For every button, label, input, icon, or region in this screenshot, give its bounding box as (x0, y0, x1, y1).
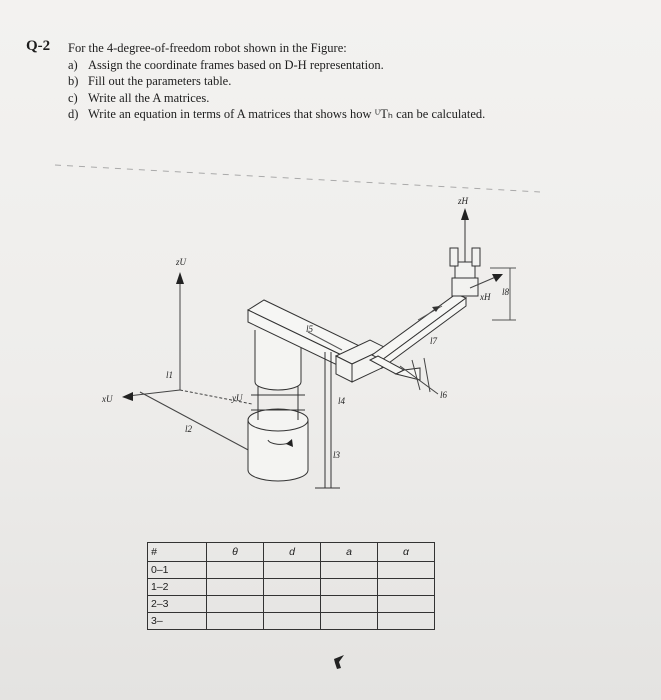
question-item-d: d) Write an equation in terms of A matrices that shows how ᵁTₕ can be calculated. (68, 106, 486, 121)
table-header-theta: θ (207, 543, 264, 562)
label-l8: l8 (502, 287, 510, 297)
table-row (148, 596, 435, 613)
label-xH: xH (480, 292, 491, 302)
question-item-a: a) Assign the coordinate frames based on D-H representation. (68, 58, 384, 72)
label-l2: l2 (185, 424, 193, 434)
table-header-alpha: α (378, 543, 435, 562)
label-zH: zH (458, 196, 469, 206)
xU-axis (128, 390, 180, 396)
table-row (148, 613, 435, 630)
parameters-table (147, 542, 435, 630)
label-l1: l1 (166, 370, 174, 380)
question-intro: For the 4-degree-of-freedom robot shown in the Figure: (68, 41, 347, 55)
table-row (148, 562, 435, 579)
zH-arrowhead (461, 208, 469, 220)
table-row-label: 0–1 (148, 562, 207, 579)
table-header-row (148, 543, 435, 562)
label-xU: xU (102, 394, 113, 404)
table-header-d: d (264, 543, 321, 562)
mouse-cursor-icon (334, 655, 344, 669)
table-header-index: # (148, 543, 207, 562)
label-zU: zU (176, 257, 187, 267)
label-l7: l7 (430, 336, 438, 346)
label-l6: l6 (440, 390, 448, 400)
table-row-label: 1–2 (148, 579, 207, 596)
label-l4: l4 (338, 396, 346, 406)
dashed-rule (55, 165, 540, 192)
gripper (450, 214, 480, 296)
xU-arrowhead (122, 392, 133, 401)
question-number: Q-2 (26, 38, 51, 54)
table-row-label: 3– (148, 613, 207, 630)
question-item-c: c) Write all the A matrices. (68, 90, 210, 105)
label-yU: yU (232, 393, 243, 403)
table-header-a: a (321, 543, 378, 562)
label-l3: l3 (333, 450, 341, 460)
zU-arrowhead (176, 272, 184, 284)
table-row (148, 579, 435, 596)
table-row-label: 2–3 (148, 596, 207, 613)
arm-beam-2 (370, 294, 466, 380)
base-cylinder (248, 330, 308, 481)
question-item-b: b) Fill out the parameters table. (68, 74, 232, 89)
label-l5: l5 (306, 324, 314, 334)
